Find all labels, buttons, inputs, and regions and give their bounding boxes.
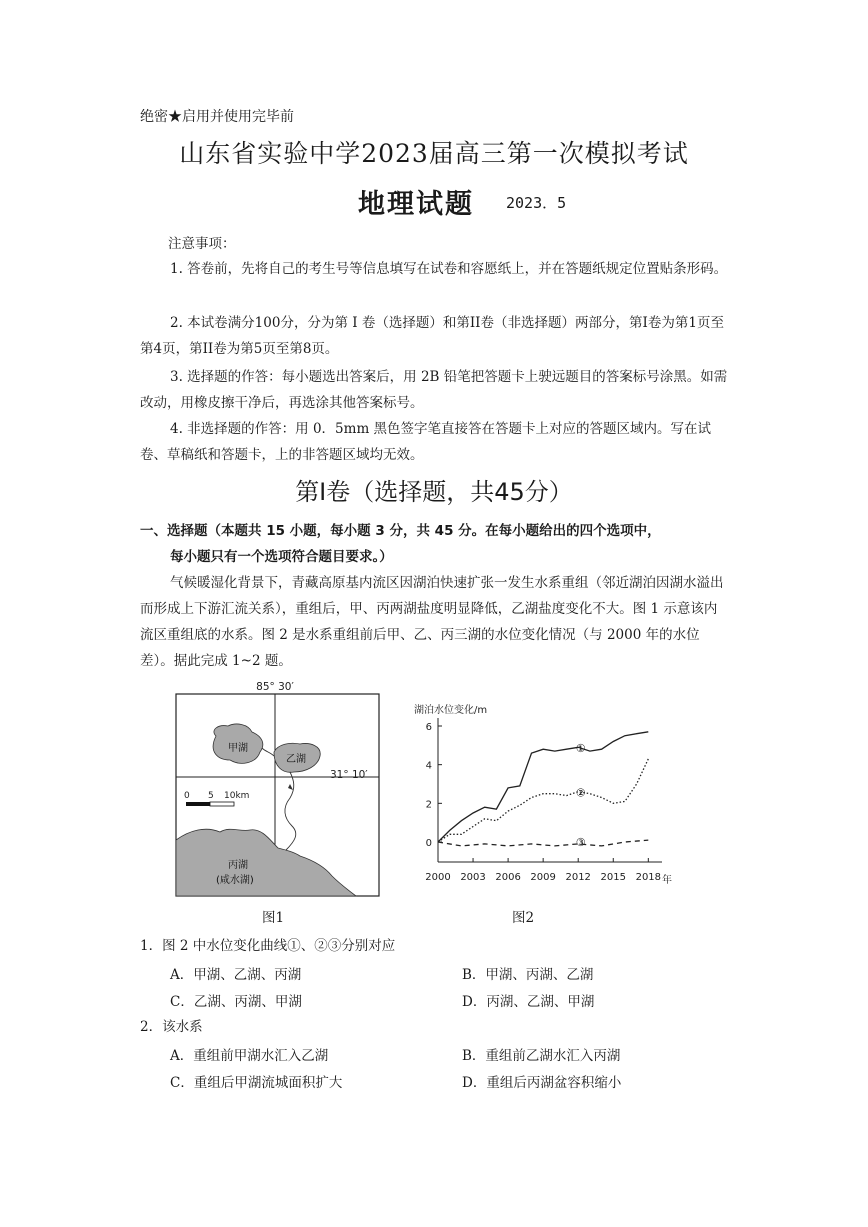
- flow-arrow: [288, 784, 293, 790]
- notice-item: 4. 非选择题的作答：用 0．5mm 黑色签字笔直接答在答题卡上对应的答题区域内。写在试卷、草稿纸和答题卡，上的非答题区域均无效。: [140, 421, 712, 463]
- x-tick-label: 2003: [460, 872, 486, 883]
- question-2-option-b: B．重组前乙湖水汇入丙湖: [462, 1048, 621, 1064]
- series-line-2: [438, 759, 648, 842]
- y-tick-label: 4: [425, 760, 432, 772]
- notice-heading: 注意事项：: [168, 236, 236, 252]
- lake-jia-label: 甲湖: [228, 743, 248, 754]
- river-channel: [285, 772, 296, 850]
- question-2-option-a: A．重组前甲湖水汇入乙湖: [170, 1048, 329, 1064]
- x-tick-label: 2012: [565, 872, 591, 883]
- figure-1-caption: 图1: [262, 910, 285, 926]
- question-instructions: [140, 518, 740, 570]
- confidential-notice: 绝密★启用并使用完毕前: [140, 109, 294, 125]
- figure-2-chart: [410, 700, 680, 890]
- x-tick-label: 2006: [495, 872, 521, 883]
- question-1-option-a: A．甲湖、乙湖、丙湖: [170, 967, 302, 983]
- series-label-3: ③: [575, 836, 586, 849]
- scale-bar-black: [186, 802, 210, 806]
- question-2-option-c: C．重组后甲湖流城面积扩大: [170, 1075, 343, 1091]
- x-tick-label: 2015: [600, 872, 626, 883]
- lake-yi-label: 乙湖: [286, 754, 306, 765]
- lake-bing: [176, 829, 356, 896]
- question-1-option-d: D．丙湖、乙湖、甲湖: [462, 994, 595, 1010]
- question-2-stem: 2．该水系: [140, 1019, 203, 1035]
- scale-bar-white: [210, 802, 234, 806]
- section-title: 第I卷（选择题，共45分）: [295, 478, 573, 506]
- y-tick-label: 6: [425, 722, 432, 733]
- longitude-label: 85° 30′: [256, 681, 294, 693]
- y-axis-label: 湖泊水位变化/m: [414, 705, 488, 716]
- question-1-stem: 1．图 2 中水位变化曲线①、②③分别对应: [140, 938, 396, 954]
- instructions-line-1: 一、选择题（本题共 15 小题，每小题 3 分，共 45 分。在每小题给出的四个选项中，: [140, 523, 661, 539]
- scale-label-10: 10km: [224, 791, 250, 801]
- exam-title: 山东省实验中学2023届高三第一次模拟考试: [179, 139, 689, 168]
- series-line-1: [438, 732, 648, 842]
- scale-label-0: 0: [184, 791, 190, 801]
- lake-bing-label: 丙湖: [228, 860, 248, 871]
- y-tick-label: 2: [425, 799, 432, 811]
- chart-series: [438, 732, 648, 846]
- figure-1-map: [170, 680, 420, 905]
- notice-item: 2. 本试卷满分100分，分为第 I 卷（选择题）和第II卷（非选择题）两部分，第I卷为第1页至第4页，第II卷为第5页至第8页。: [140, 315, 724, 357]
- instructions-line-2: 每小题只有一个选项符合题目要求。）: [170, 549, 393, 565]
- series-label-1: ①: [575, 742, 586, 756]
- question-1-option-c: C．乙湖、丙湖、甲湖: [170, 994, 302, 1010]
- series-line-3: [438, 840, 648, 846]
- lake-bing-note: (咸水湖): [216, 875, 254, 886]
- chart-axes: [425, 718, 662, 883]
- notice-item: 3. 选择题的作答：每小题选出答案后，用 2B 铅笔把答题卡上驶远题目的答案标号涂黑。如需改动，用橡皮擦干净后，再选涂其他答案标号。: [140, 369, 728, 411]
- x-axis-unit: 年: [662, 875, 672, 886]
- x-tick-label: 2018: [635, 872, 662, 883]
- series-label-2: ②: [575, 786, 586, 800]
- x-tick-label: 2000: [425, 872, 451, 883]
- notice-item: 1. 答卷前，先将自己的考生号等信息填写在试卷和容愿纸上，并在答题纸规定位置贴条形码。: [170, 261, 728, 277]
- question-1-option-b: B．甲湖、丙湖、乙湖: [462, 967, 594, 983]
- figure-2-caption: 图2: [512, 910, 535, 926]
- scale-label-5: 5: [208, 791, 214, 801]
- question-2-option-d: D．重组后丙湖盆容积缩小: [462, 1075, 622, 1091]
- subject-title: 地理试题: [358, 189, 474, 220]
- material-paragraph: 气候暖湿化背景下，青藏高原基内流区因湖泊快速扩张一发生水系重组（邻近湖泊因湖水溢出而形成上下游汇流关系），重组后，甲、丙两湖盐度明显降低，乙湖盐度变化不大。图 1 示意该内流区重组底的水系。图 2 是水系重组前后甲、乙、丙三湖的水位变化情况（与 2000 年的水位差）。据此完成 1~2 题。: [140, 575, 724, 669]
- latitude-label: 31° 10′: [330, 769, 368, 781]
- outflow-channel: [262, 748, 274, 756]
- exam-date: 2023．5: [506, 194, 567, 212]
- x-tick-label: 2009: [530, 872, 556, 883]
- y-tick-label: 0: [425, 838, 432, 849]
